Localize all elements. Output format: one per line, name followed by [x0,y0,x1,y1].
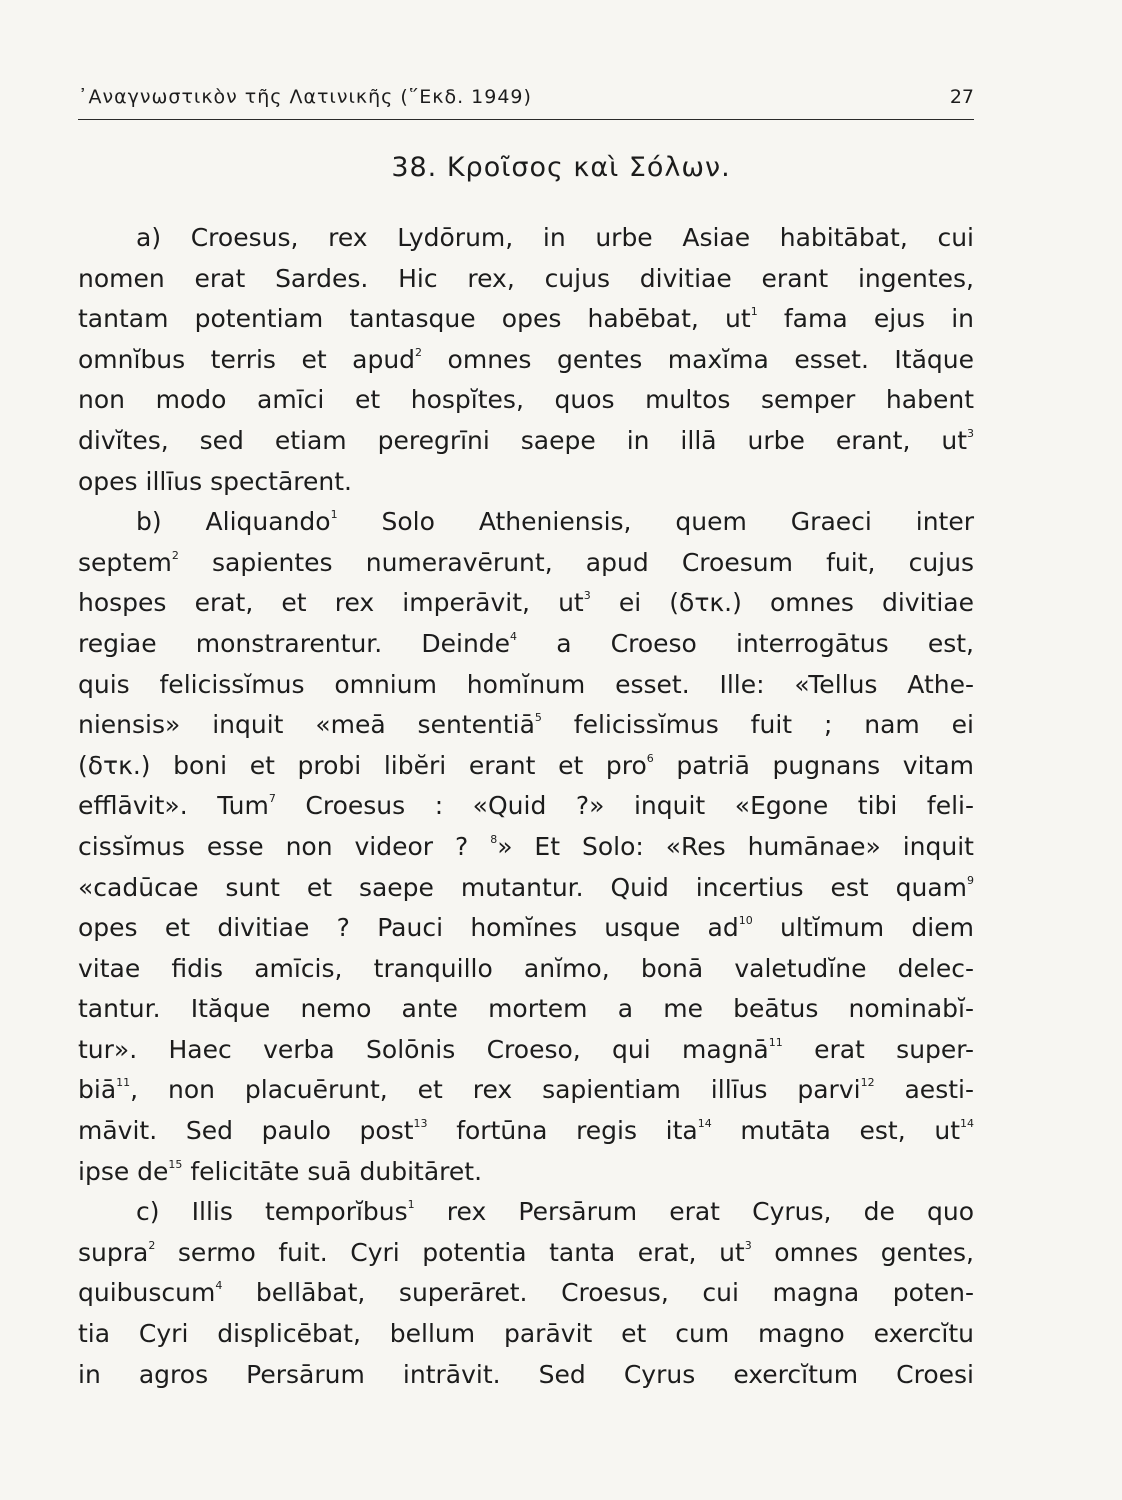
footnote-marker: 2 [415,345,423,359]
footnote-marker: 3 [744,1238,752,1252]
footnote-marker: 13 [413,1117,428,1131]
chapter-title: 38. Κροῖσος καὶ Σόλων. [391,152,731,183]
text-line [78,218,974,259]
text-line [78,583,974,624]
footnote-marker: 2 [148,1238,156,1252]
text-line [78,949,974,990]
text-segment: non modo amīci et hospĭtes, quos multos semper habent [78,385,974,415]
text-line [78,705,974,746]
text-segment: omnes gentes, [751,1237,974,1267]
body-text [78,218,974,1395]
text-line [78,1152,974,1193]
footnote-marker: 7 [268,792,276,806]
text-line [78,462,974,503]
text-segment: a) Croesus, rex Lydōrum, in urbe Asiae habitābat, cui [136,223,974,252]
text-segment: omnĭbus terris et apud [78,344,416,374]
text-segment: biā [78,1075,117,1105]
footnote-marker: 11 [116,1076,131,1090]
text-segment: septem [78,547,172,577]
text-segment: in agros Persārum intrāvit. Sed Cyrus exercĭtum Croesi [78,1359,974,1389]
text-segment: quibuscum [78,1278,216,1308]
footnote-marker: 2 [171,548,179,562]
text-line [78,259,974,300]
footnote-marker: 10 [738,914,753,928]
footnote-marker: 6 [646,751,654,765]
text-segment: tantam potentiam tantasque opes habēbat, ut [78,304,751,334]
text-segment: rex Persārum erat Cyrus, de quo [414,1197,974,1227]
text-line [78,868,974,909]
footnote-marker: 3 [967,426,974,440]
text-segment: fortūna regis ita [427,1116,698,1146]
text-line [78,502,974,543]
footnote-marker: 15 [168,1157,183,1171]
text-segment: patriā pugnans vitam [653,750,975,780]
text-line [78,1233,974,1274]
text-segment: māvit. Sed paulo post [78,1116,414,1146]
text-segment: bellābat, superāret. Croesus, cui magna poten- [222,1278,974,1308]
text-segment: felicissĭmus fuit ; nam ei [541,710,974,740]
text-segment: nomen erat Sardes. Hic rex, cujus divitiae erant ingentes, [78,263,974,293]
text-segment: b) Aliquando [136,507,331,537]
text-segment: cissĭmus esse non videor ? [78,831,491,861]
text-line [78,421,974,462]
footnote-marker: 8 [490,832,498,846]
text-segment: niensis» inquit «meā sententiā [78,710,535,740]
text-segment: opes et divitiae ? Pauci homĭnes usque ad [78,913,739,943]
footnote-marker: 9 [967,873,974,887]
text-line [78,1314,974,1355]
text-segment: sapientes numeravērunt, apud Croesum fuit, cujus [178,547,974,577]
footnote-marker: 5 [534,711,542,725]
text-segment: tur». Haec verba Solōnis Croeso, qui magnā [78,1034,769,1064]
text-segment: Croesus : «Quid ?» inquit «Egone tibi feli- [275,791,974,821]
footnote-marker: 1 [407,1198,415,1212]
footnote-marker: 3 [583,589,591,603]
text-line [78,786,974,827]
text-segment: sermo fuit. Cyri potentia tanta erat, ut [155,1237,745,1267]
header-rule [78,119,974,120]
text-segment: regiae monstrarentur. Deinde [78,628,511,658]
footnote-marker: 11 [768,1035,783,1049]
header-book-title: ᾽Αναγνωστικὸν τῆς Λατινικῆς (῞Εκδ. 1949) [78,86,532,108]
text-line [78,1030,974,1071]
footnote-marker: 14 [960,1117,974,1131]
page-number: 27 [949,86,974,108]
text-segment: ipse de [78,1156,169,1186]
text-segment: felicitāte suā dubitāret. [182,1156,483,1186]
text-line [78,340,974,381]
text-segment: tantur. Ităque nemo ante mortem a me beātus nominabĭ- [78,994,974,1024]
text-line [78,299,974,340]
text-line [78,665,974,706]
text-segment: a Croeso interrogātus est, [517,628,974,658]
text-segment: divĭtes, sed etiam peregrīni saepe in illā urbe erant, ut [78,425,967,455]
text-line [78,908,974,949]
footnote-marker: 4 [215,1279,223,1293]
text-segment: aesti- [874,1075,974,1105]
text-segment: omnes gentes maxĭma esset. Ităque [422,344,974,374]
text-segment: erat super- [782,1034,975,1064]
text-line [78,827,974,868]
text-line [78,746,974,787]
text-segment: «cadūcae sunt et saepe mutantur. Quid incertius est quam [78,872,967,902]
text-segment: mutāta est, ut [711,1116,960,1146]
text-segment: tia Cyri displicēbat, bellum parāvit et cum magno exercĭtu [78,1319,974,1349]
text-line [78,989,974,1030]
text-line [78,1111,974,1152]
text-line [78,380,974,421]
text-segment: » Et Solo: «Res humānae» inquit [497,831,974,861]
text-segment: vitae fidis amīcis, tranquillo anĭmo, bonā valetudĭne delec- [78,953,974,983]
text-segment: efflāvit». Tum [78,791,269,821]
text-segment: Solo Atheniensis, quem Graeci inter [337,507,975,537]
text-line [78,1070,974,1111]
text-segment: , non placuērunt, et rex sapientiam illīus parvi [130,1075,861,1105]
text-line [78,624,974,665]
footnote-marker: 1 [330,508,338,522]
footnote-marker: 14 [697,1117,712,1131]
text-segment: ei (δτκ.) omnes divitiae [590,588,974,618]
text-segment: quis felicissĭmus omnium homĭnum esset. Ille: «Tellus Athe- [78,669,974,699]
footnote-marker: 1 [750,305,758,319]
footnote-marker: 4 [510,629,518,643]
text-segment: opes illīus spectārent. [78,466,352,496]
text-segment: supra [78,1237,149,1267]
text-segment: ultĭmum diem [752,913,974,943]
text-segment: hospes erat, et rex imperāvit, ut [78,588,584,618]
text-line [78,1355,974,1396]
text-line [78,1192,974,1233]
text-segment: fama ejus in [757,304,974,334]
text-segment: c) Illis temporĭbus [136,1197,408,1227]
text-line [78,1273,974,1314]
text-line [78,543,974,584]
footnote-marker: 12 [860,1076,875,1090]
running-header [78,86,974,116]
text-segment: (δτκ.) boni et probi libĕri erant et pro [78,750,647,780]
